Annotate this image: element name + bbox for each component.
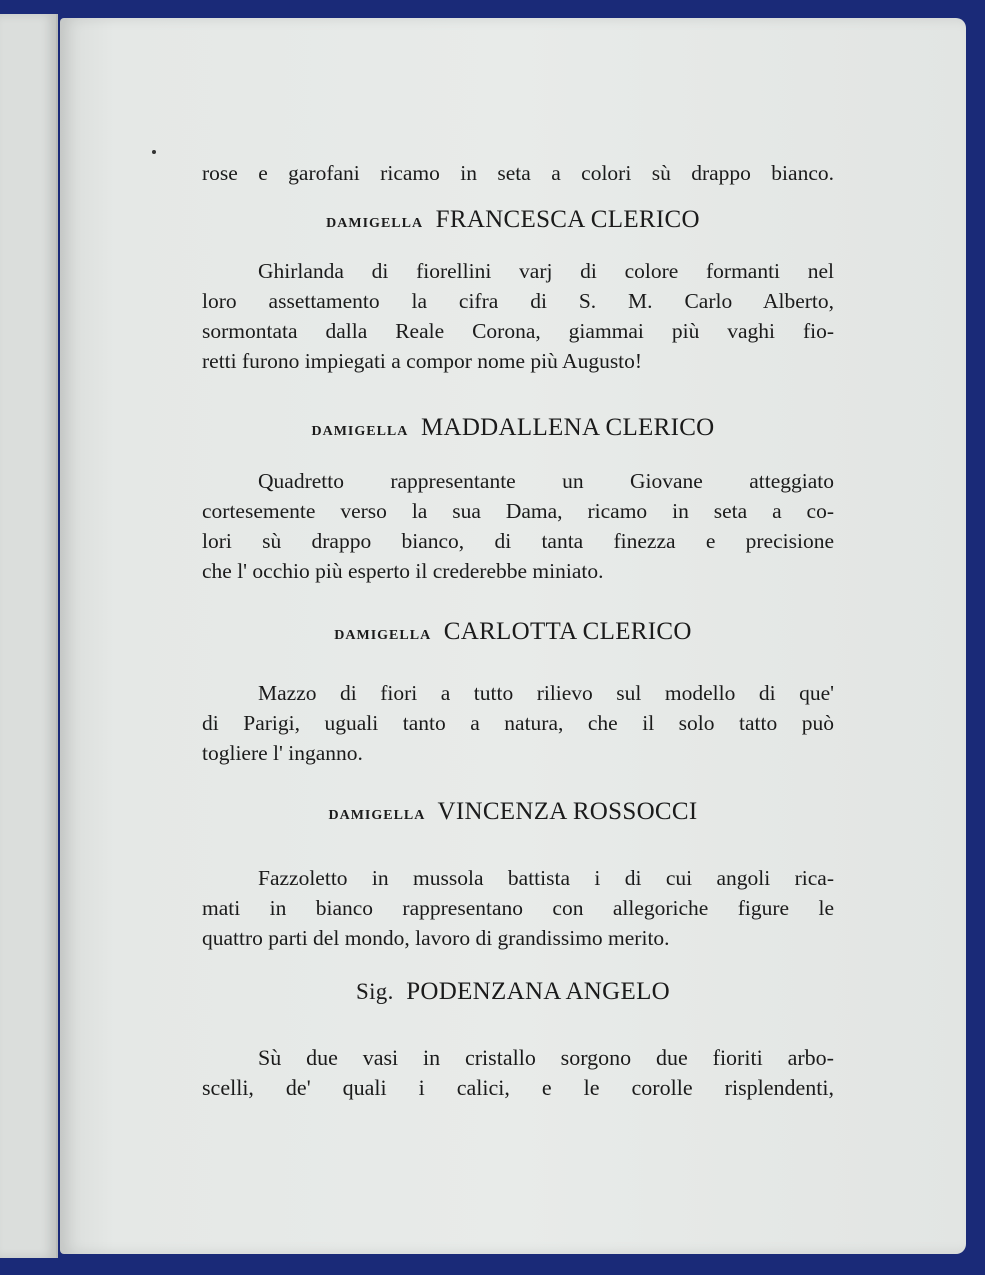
section-paragraph [202, 1043, 834, 1103]
opening-line: rose e garofani ricamo in seta a colori sù drappo bianco. [202, 161, 834, 185]
paragraph-line: scelli, de' quali i calici, e le corolle risplendenti, [202, 1075, 834, 1100]
paragraph-line: quattro parti del mondo, lavoro di grandissimo merito. [202, 926, 670, 950]
paragraph-line: sormontata dalla Reale Corona, giammai più vaghi fio- [202, 319, 834, 343]
heading-title: DAMIGELLA [334, 628, 432, 643]
paragraph-line: Sù due vasi in cristallo sorgono due fioriti arbo- [258, 1045, 834, 1070]
opening-paragraph [202, 158, 834, 188]
heading-title: DAMIGELLA [328, 808, 426, 823]
paragraph-line: Ghirlanda di fiorellini varj di colore formanti nel [258, 259, 834, 283]
paragraph-line: che l' occhio più esperto il crederebbe miniato. [202, 559, 604, 583]
paragraph-line: loro assettamento la cifra di S. M. Carlo Alberto, [202, 289, 834, 313]
section-heading [60, 798, 966, 826]
book-page [60, 18, 966, 1254]
heading-title: DAMIGELLA [326, 216, 424, 231]
heading-title: Sig. [355, 979, 394, 1004]
heading-name: MADDALLENA CLERICO [420, 414, 715, 441]
section-paragraph [202, 863, 834, 953]
paragraph-line: retti furono impiegati a compor nome più Augusto! [202, 349, 643, 373]
section-heading [60, 414, 966, 442]
paragraph-line: Quadretto rappresentante un Giovane atteggiato [258, 469, 834, 493]
paragraph-line: mati in bianco rappresentano con allegoriche figure le [202, 896, 834, 920]
heading-name: CARLOTTA CLERICO [443, 618, 692, 645]
paragraph-line: cortesemente verso la sua Dama, ricamo in seta a co- [202, 499, 834, 523]
heading-name: FRANCESCA CLERICO [435, 206, 700, 233]
section-paragraph [202, 256, 834, 376]
paragraph-line: Mazzo di fiori a tutto rilievo sul modello di que' [258, 681, 834, 705]
left-page-edge [0, 14, 58, 1258]
section-paragraph [202, 466, 834, 586]
paragraph-line: lori sù drappo bianco, di tanta finezza e precisione [202, 529, 834, 553]
paragraph-line: di Parigi, uguali tanto a natura, che il solo tatto può [202, 711, 834, 735]
heading-name: VINCENZA ROSSOCCI [437, 798, 698, 825]
section-heading [60, 206, 966, 234]
section-heading [60, 978, 966, 1006]
heading-title: DAMIGELLA [311, 424, 409, 439]
section-heading [60, 618, 966, 646]
section-paragraph [202, 678, 834, 768]
heading-name: PODENZANA ANGELO [406, 978, 671, 1005]
ink-speck [152, 150, 156, 154]
paragraph-line: togliere l' inganno. [202, 741, 363, 765]
paragraph-line: Fazzoletto in mussola battista i di cui angoli rica- [258, 866, 834, 890]
